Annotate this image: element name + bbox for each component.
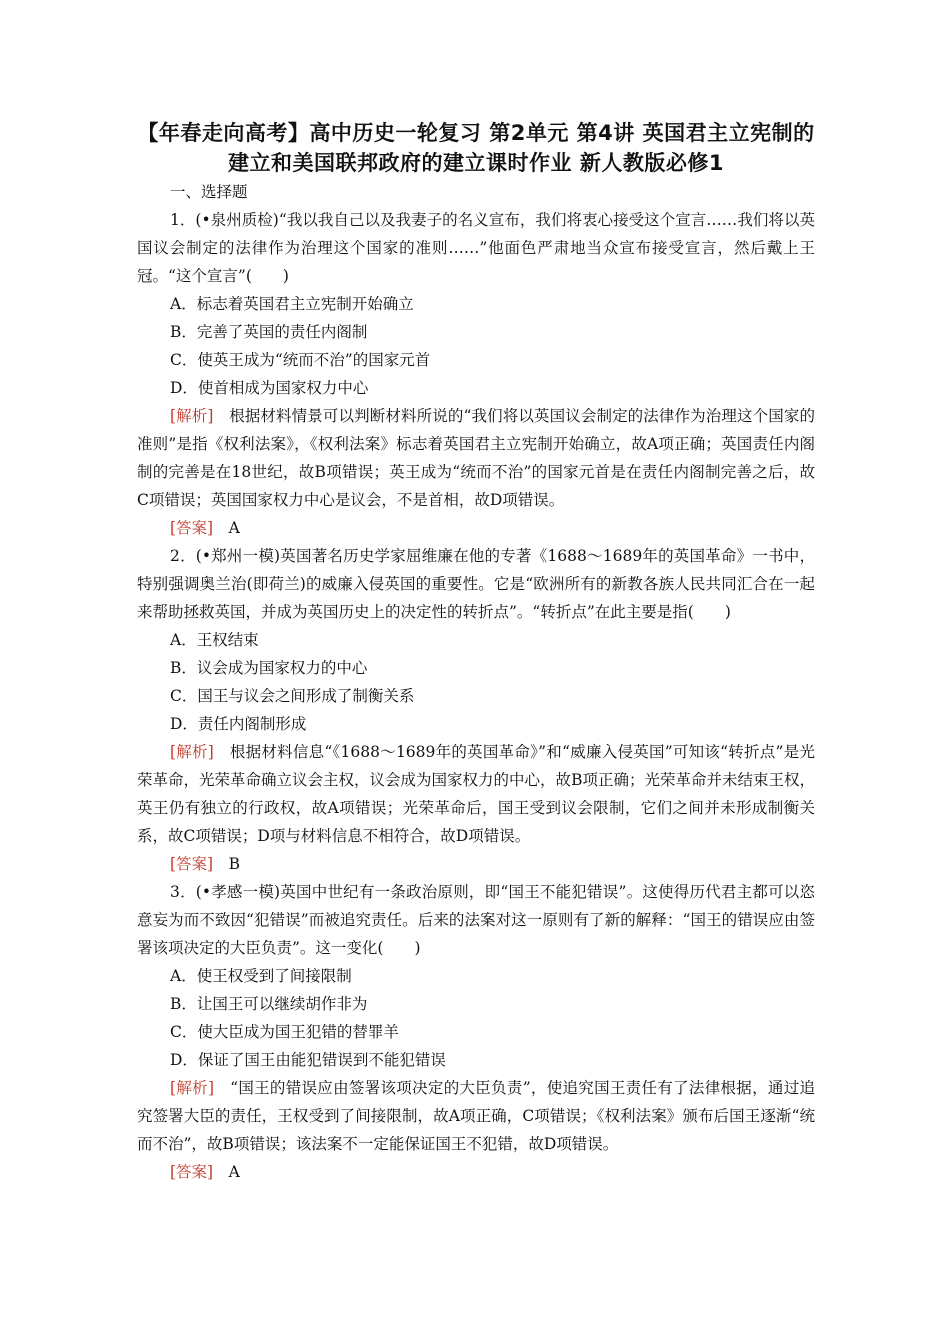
answer-value: A (213, 519, 240, 537)
option-b: B．议会成为国家权力的中心 (170, 659, 368, 677)
answer-line (137, 850, 815, 878)
analysis-label: [解析] (170, 407, 214, 425)
question-stem: 1．(•泉州质检)“我以我自己以及我妻子的名义宣布，我们将衷心接受这个宣言……我们将以英国议会制定的法律作为治理这个国家的准则……”他面色严肃地当众宣布接受宣言，然后戴上王冠。“这个宣言”( ) (137, 211, 815, 285)
answer-label: [答案] (170, 1163, 214, 1181)
answer-value: B (213, 855, 240, 873)
analysis-paragraph (137, 402, 815, 514)
option-c: C．使大臣成为国王犯错的替罪羊 (170, 1023, 399, 1041)
option-a: A．使王权受到了间接限制 (170, 967, 352, 985)
analysis-label: [解析] (170, 1079, 214, 1097)
section-heading: 一、选择题 (170, 183, 248, 201)
question-3 (137, 878, 815, 1186)
option-d: D．使首相成为国家权力中心 (170, 379, 369, 397)
option-d: D．保证了国王由能犯错误到不能犯错误 (170, 1051, 446, 1069)
option-b: B．完善了英国的责任内阁制 (170, 323, 368, 341)
option-b: B．让国王可以继续胡作非为 (170, 995, 368, 1013)
analysis-label: [解析] (170, 743, 214, 761)
analysis-paragraph (137, 1074, 815, 1158)
answer-label: [答案] (170, 855, 214, 873)
option-a: A．王权结束 (170, 631, 259, 649)
question-stem: 2．(•郑州一模)英国著名历史学家屈维廉在他的专著《1688～1689年的英国革命》一书中，特别强调奥兰治(即荷兰)的威廉入侵英国的重要性。它是“欧洲所有的新教各族人民共同汇合在一起来帮助拯救英国，并成为英国历史上的决定性的转折点”。“转折点”在此主要是指( ) (137, 547, 815, 621)
question-1 (137, 206, 815, 542)
question-2 (137, 542, 815, 878)
answer-line (137, 514, 815, 542)
question-stem: 3．(•孝感一模)英国中世纪有一条政治原则，即“国王不能犯错误”。这使得历代君主都可以恣意妄为而不致因“犯错误”而被追究责任。后来的法案对这一原则有了新的解释：“国王的错误应由签署该项决定的大臣负责”。这一变化( ) (137, 883, 815, 957)
answer-line (137, 1158, 815, 1186)
option-d: D．责任内阁制形成 (170, 715, 307, 733)
document-page (137, 118, 815, 1186)
analysis-text: 根据材料情景可以判断材料所说的“我们将以英国议会制定的法律作为治理这个国家的准则”是指《权利法案》，《权利法案》标志着英国君主立宪制开始确立，故A项正确；英国责任内阁制的完善是在18世纪，故B项错误；英王成为“统而不治”的国家元首是在责任内阁制完善之后，故C项错误；英国国家权力中心是议会，不是首相，故D项错误。 (137, 407, 815, 509)
analysis-text: 根据材料信息“《1688～1689年的英国革命》”和“威廉入侵英国”可知该“转折点”是光荣革命，光荣革命确立议会主权，议会成为国家权力的中心，故B项正确；光荣革命并未结束王权，英王仍有独立的行政权，故A项错误；光荣革命后，国王受到议会限制，它们之间并未形成制衡关系，故C项错误；D项与材料信息不相符合，故D项错误。 (137, 743, 815, 845)
document-title: 【年春走向高考】高中历史一轮复习 第2单元 第4讲 英国君主立宪制的建立和美国联邦政府的建立课时作业 新人教版必修1 (137, 121, 815, 175)
answer-label: [答案] (170, 519, 214, 537)
option-c: C．国王与议会之间形成了制衡关系 (170, 687, 415, 705)
option-a: A．标志着英国君主立宪制开始确立 (170, 295, 414, 313)
analysis-text: “国王的错误应由签署该项决定的大臣负责”，使追究国王责任有了法律根据，通过追究签署大臣的责任，王权受到了间接限制，故A项正确，C项错误；《权利法案》颁布后国王逐渐“统而不治”，故B项错误；该法案不一定能保证国王不犯错，故D项错误。 (137, 1079, 815, 1153)
option-c: C．使英王成为“统而不治”的国家元首 (170, 351, 431, 369)
answer-value: A (213, 1163, 240, 1181)
analysis-paragraph (137, 738, 815, 850)
